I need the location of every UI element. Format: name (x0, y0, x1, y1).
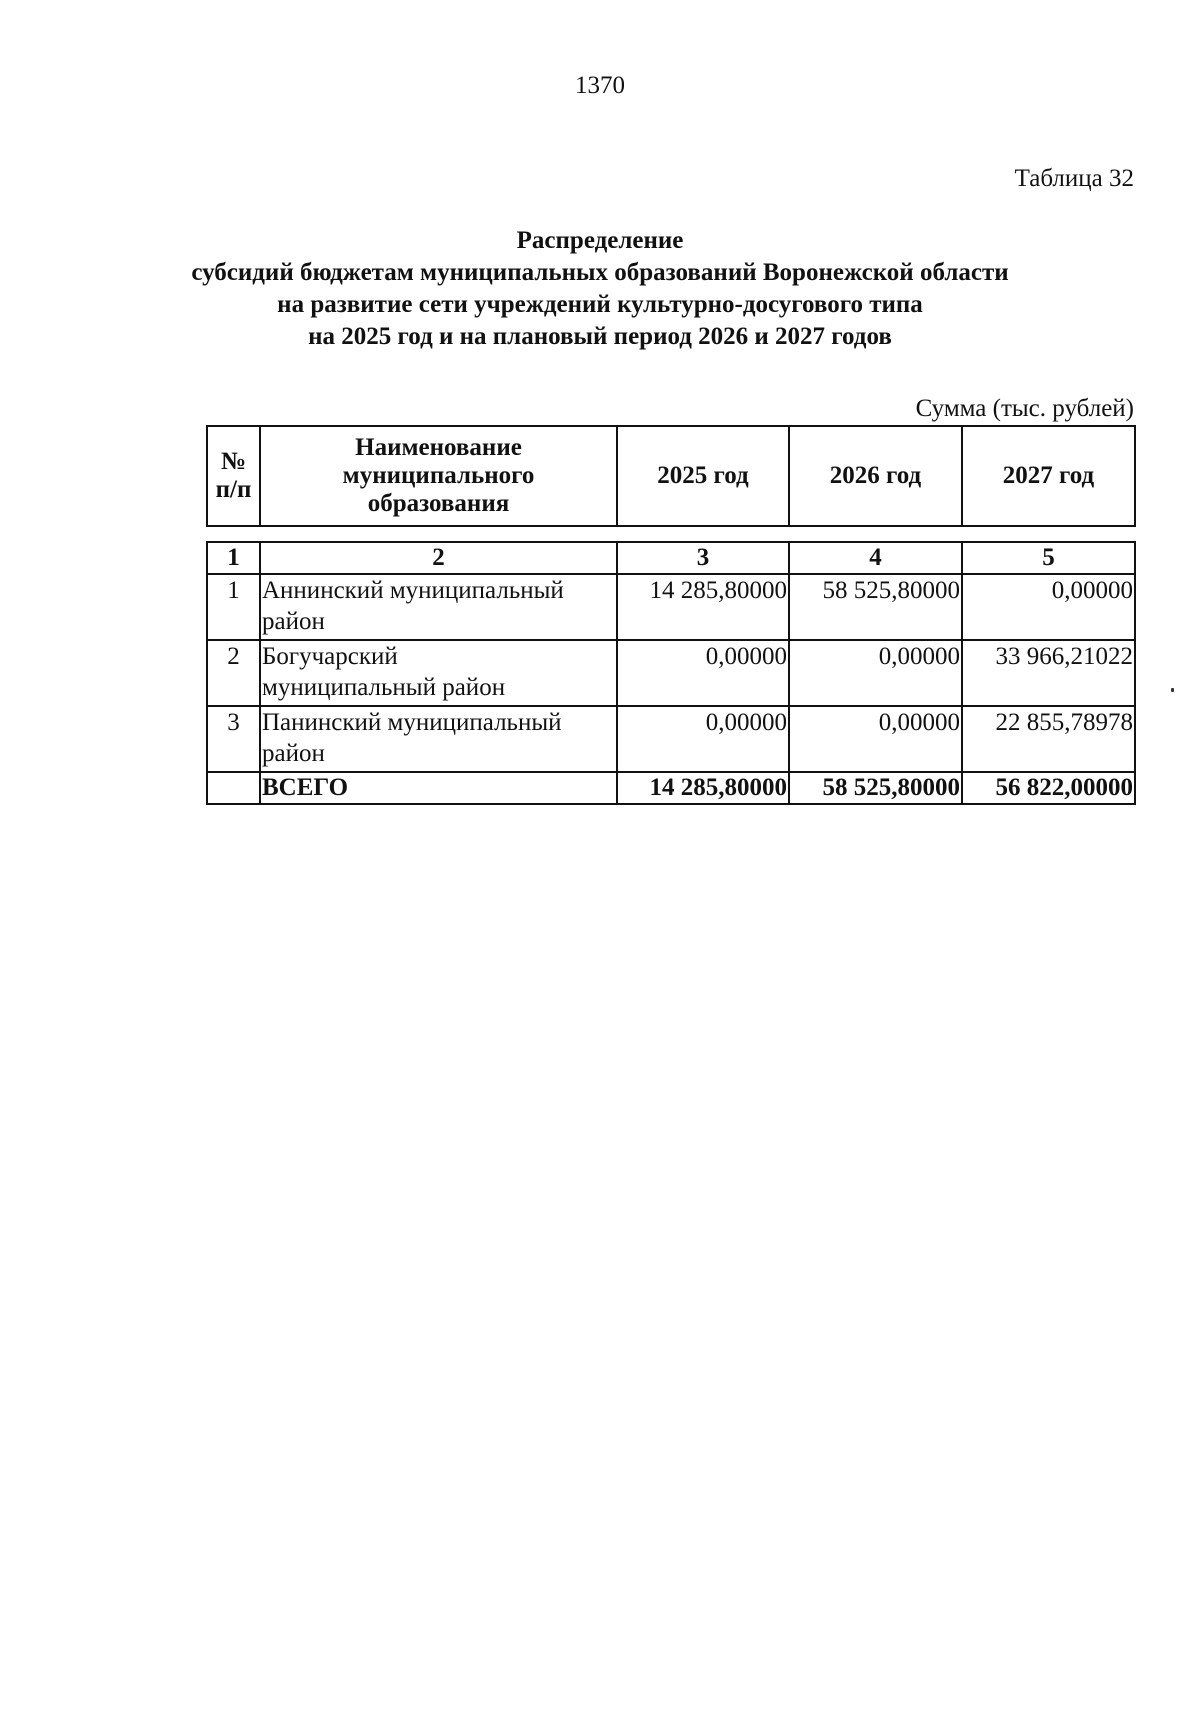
scan-speck (1171, 688, 1174, 692)
table-header (206, 425, 1136, 527)
value-2026: 0,00000 (789, 706, 962, 772)
value-2025: 0,00000 (617, 640, 789, 706)
municipality-name-line-2: район (262, 740, 325, 767)
total-label: ВСЕГО (260, 772, 617, 804)
value-2027: 33 966,21022 (962, 640, 1135, 706)
header-row (207, 426, 1135, 526)
table-row (207, 574, 1135, 640)
municipality-name (260, 706, 617, 772)
column-number-row (207, 542, 1135, 574)
header-name-line-1: Наименование (355, 434, 522, 461)
title-line-1: Распределение (516, 227, 684, 254)
table-label: Таблица 32 (1014, 165, 1134, 192)
title-line-3: на развитие сети учреждений культурно-досугового типа (277, 291, 923, 318)
title-line-2: субсидий бюджетам муниципальных образований Воронежской области (191, 259, 1009, 286)
document-title (150, 225, 1050, 353)
table-body (206, 541, 1136, 805)
municipality-name-line-1: Богучарский (262, 643, 398, 670)
municipality-name-line-1: Аннинский муниципальный (262, 577, 564, 604)
value-2026: 58 525,80000 (789, 574, 962, 640)
value-2026: 0,00000 (789, 640, 962, 706)
total-2025: 14 285,80000 (617, 772, 789, 804)
column-number: 4 (789, 542, 962, 574)
unit-label: Сумма (тыс. рублей) (915, 395, 1134, 422)
row-number: 2 (207, 640, 260, 706)
municipality-name (260, 640, 617, 706)
municipality-name-line-2: район (262, 608, 325, 635)
total-2027: 56 822,00000 (962, 772, 1135, 804)
table-row (207, 640, 1135, 706)
header-2027: 2027 год (962, 426, 1135, 526)
total-row (207, 772, 1135, 804)
column-number: 2 (260, 542, 617, 574)
value-2027: 0,00000 (962, 574, 1135, 640)
header-name (260, 426, 617, 526)
header-number-line-2: п/п (215, 476, 252, 503)
header-name-line-2: муниципального (342, 462, 535, 489)
header-number (207, 426, 260, 526)
row-number: 3 (207, 706, 260, 772)
municipality-name-line-2: муниципальный район (262, 674, 506, 701)
column-number: 3 (617, 542, 789, 574)
value-2027: 22 855,78978 (962, 706, 1135, 772)
value-2025: 14 285,80000 (617, 574, 789, 640)
header-2026: 2026 год (789, 426, 962, 526)
header-name-line-3: образования (367, 490, 510, 517)
table-row (207, 706, 1135, 772)
column-number: 5 (962, 542, 1135, 574)
municipality-name-line-1: Панинский муниципальный (262, 709, 562, 736)
value-2025: 0,00000 (617, 706, 789, 772)
header-number-line-1: № (220, 448, 247, 475)
header-2025: 2025 год (617, 426, 789, 526)
column-number: 1 (207, 542, 260, 574)
total-empty-cell (207, 772, 260, 804)
title-line-4: на 2025 год и на плановый период 2026 и 2027 годов (308, 323, 892, 350)
page-number: 1370 (575, 72, 625, 99)
row-number: 1 (207, 574, 260, 640)
municipality-name (260, 574, 617, 640)
total-2026: 58 525,80000 (789, 772, 962, 804)
